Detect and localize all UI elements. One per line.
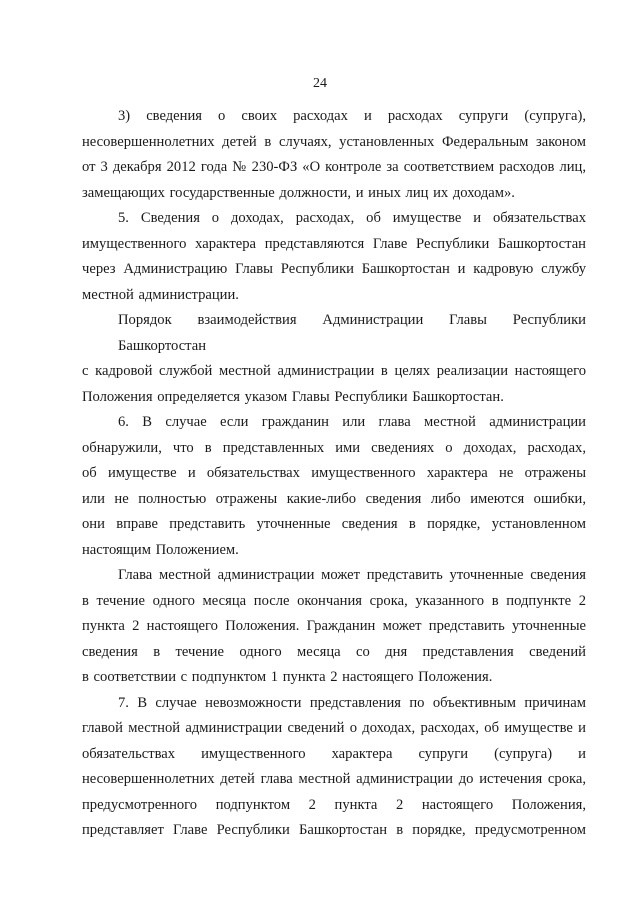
text-line: главой местной администрации сведений о доходах, расходах, об имуществе и — [82, 720, 586, 736]
text-line: несовершеннолетних детей в случаях, установленных Федеральным законом — [82, 133, 586, 150]
text-line: в соответствии с подпунктом 1 пункта 2 настоящего Положения. — [82, 669, 493, 685]
paragraph-5-submission — [82, 206, 586, 308]
text-line: об имуществе и обязательствах имущественного характера не отражены — [82, 465, 586, 481]
paragraph-5-procedure — [82, 308, 586, 410]
text-line: через Администрацию Главы Республики Башкортостан и кадровую службу — [82, 261, 586, 277]
text-line: обнаружили, что в представленных ими сведениях о доходах, расходах, — [82, 439, 586, 456]
text-line: представляет Главе Республики Башкортостан в порядке, предусмотренном — [82, 822, 586, 838]
paragraph-3-expenses — [82, 104, 586, 206]
text-line: они вправе представить уточненные сведения в порядке, установленном — [82, 516, 586, 532]
text-line: имущественного характера представляются Главе Республики Башкортостан — [82, 235, 586, 252]
text-line: Положения определяется указом Главы Республики Башкортостан. — [82, 388, 504, 405]
page-number: 24 — [313, 76, 327, 91]
text-line: обязательствах имущественного характера супруги (супруга) и — [82, 745, 586, 762]
text-line: пункта 2 настоящего Положения. Гражданин может представить уточненные — [82, 618, 586, 634]
text-line: предусмотренного подпунктом 2 пункта 2 настоящего Положения, — [82, 796, 586, 813]
text-line: 7. В случае невозможности представления по объективным причинам — [118, 694, 586, 711]
text-line: или не полностью отражены какие-либо сведения либо имеются ошибки, — [82, 490, 586, 507]
text-line: с кадровой службой местной администрации в целях реализации настоящего — [82, 363, 586, 379]
text-line: сведения в течение одного месяца со дня представления сведений — [82, 643, 586, 660]
text-line: настоящим Положением. — [82, 541, 239, 558]
text-line: Порядок взаимодействия Администрации Главы Республики Башкортостан — [118, 312, 586, 354]
text-line: от 3 декабря 2012 года № 230-ФЗ «О контроле за соответствием расходов лиц, — [82, 159, 586, 175]
text-line: 5. Сведения о доходах, расходах, об имуществе и обязательствах — [118, 210, 586, 226]
text-line: 3) сведения о своих расходах и расходах супруги (супруга), — [118, 108, 586, 124]
text-line: несовершеннолетних детей глава местной администрации до истечения срока, — [82, 771, 586, 787]
text-line: замещающих государственные должности, и иных лиц их доходам». — [82, 184, 515, 201]
text-line: местной администрации. — [82, 286, 239, 303]
text-line: в течение одного месяца после окончания срока, указанного в подпункте 2 — [82, 592, 586, 609]
paragraph-6-deadlines — [82, 563, 586, 691]
paragraph-7-impossibility — [82, 691, 586, 844]
paragraph-6-corrections — [82, 410, 586, 563]
document-body — [82, 104, 586, 844]
text-line: 6. В случае если гражданин или глава местной администрации — [118, 414, 586, 430]
text-line: Глава местной администрации может представить уточненные сведения — [118, 567, 586, 583]
